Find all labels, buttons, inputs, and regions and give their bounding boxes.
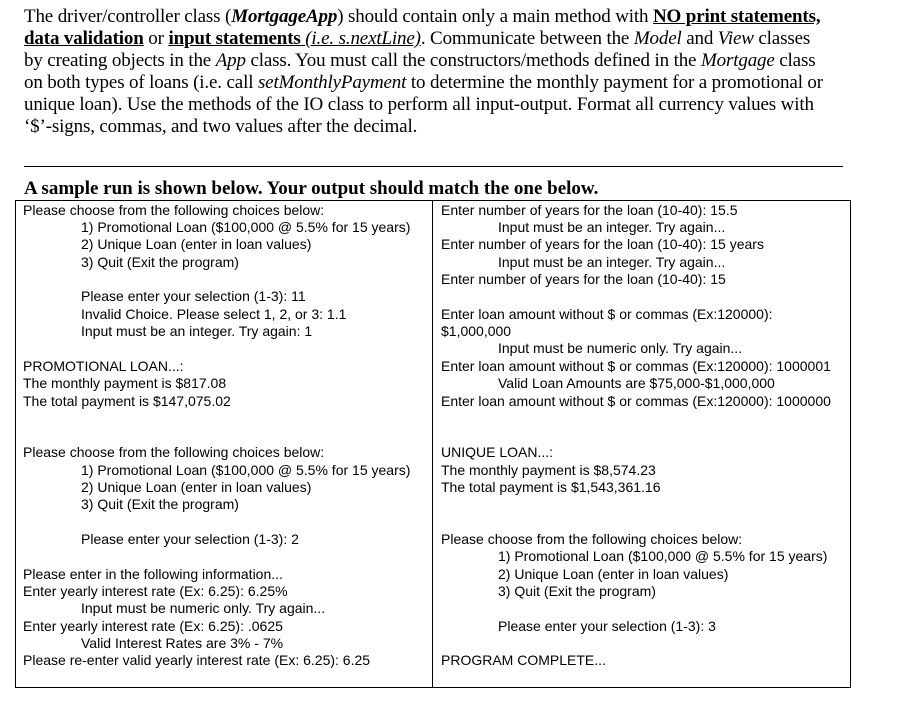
paragraph-line-5: unique loan). Use the methods of the IO class to perform all input-output. Format all currency values with bbox=[24, 94, 814, 115]
text: class bbox=[774, 50, 816, 71]
sample-run-heading: A sample run is shown below. Your output should match the one below. bbox=[24, 178, 599, 199]
console-line: 2) Unique Loan (enter in loan values) bbox=[81, 236, 312, 252]
console-line: Input must be numeric only. Try again... bbox=[81, 600, 326, 616]
emphasis: input statements bbox=[168, 28, 301, 49]
text: class. You must call the constructors/methods defined in the bbox=[245, 50, 701, 71]
console-line: Input must be an integer. Try again: 1 bbox=[81, 323, 313, 339]
text: by creating objects in the bbox=[24, 50, 216, 71]
console-line: Please choose from the following choices below: bbox=[23, 444, 325, 460]
console-line: The monthly payment is $8,574.23 bbox=[441, 462, 656, 478]
text: ) should contain only a main method with bbox=[337, 6, 653, 27]
emphasis: NO print statements, bbox=[652, 6, 821, 27]
console-line: 1) Promotional Loan ($100,000 @ 5.5% for 15 years) bbox=[81, 219, 411, 235]
console-line: The monthly payment is $817.08 bbox=[23, 375, 227, 391]
console-line: 2) Unique Loan (enter in loan values) bbox=[81, 479, 312, 495]
console-line: The total payment is $1,543,361.16 bbox=[441, 479, 661, 495]
text: . Communicate between the bbox=[420, 28, 634, 49]
console-line: Valid Interest Rates are 3% - 7% bbox=[81, 635, 284, 651]
console-line: Enter yearly interest rate (Ex: 6.25): 6.25% bbox=[23, 583, 288, 599]
emphasis: data validation bbox=[24, 28, 144, 49]
console-line: Enter loan amount without $ or commas (Ex:120000): bbox=[441, 306, 773, 322]
console-line: The total payment is $147,075.02 bbox=[23, 393, 231, 409]
class-name: View bbox=[717, 28, 754, 49]
paragraph-line-3 bbox=[24, 50, 854, 72]
console-line: 3) Quit (Exit the program) bbox=[81, 254, 239, 270]
console-line: PROMOTIONAL LOAN...: bbox=[23, 358, 184, 374]
column-divider bbox=[432, 200, 433, 688]
text: to determine the monthly payment for a promotional or bbox=[406, 72, 823, 93]
paragraph-line-6: ‘$’-signs, commas, and two values after the decimal. bbox=[24, 116, 418, 137]
console-line: 2) Unique Loan (enter in loan values) bbox=[498, 566, 729, 582]
class-name: App bbox=[215, 50, 246, 71]
console-line: UNIQUE LOAN...: bbox=[441, 444, 554, 460]
console-line: Valid Loan Amounts are $75,000-$1,000,000 bbox=[498, 375, 775, 391]
console-line: 3) Quit (Exit the program) bbox=[498, 583, 656, 599]
console-line: Enter number of years for the loan (10-40): 15 years bbox=[441, 236, 764, 252]
text: on both types of loans (i.e. call bbox=[24, 72, 258, 93]
console-line: Please enter your selection (1-3): 2 bbox=[81, 531, 299, 547]
text: or bbox=[143, 28, 169, 49]
horizontal-rule bbox=[24, 166, 843, 167]
console-line: Please enter your selection (1-3): 3 bbox=[498, 618, 716, 634]
console-line: Enter loan amount without $ or commas (Ex:120000): 1000000 bbox=[441, 393, 831, 409]
console-line: Please re-enter valid yearly interest rate (Ex: 6.25): 6.25 bbox=[23, 652, 371, 668]
class-name: Mortgage bbox=[700, 50, 775, 71]
console-line: Input must be an integer. Try again... bbox=[498, 254, 726, 270]
method-name: setMonthlyPayment bbox=[257, 72, 407, 93]
example: (i.e. s.nextLine) bbox=[300, 28, 421, 49]
console-line: Enter number of years for the loan (10-40): 15.5 bbox=[441, 202, 738, 218]
console-line: Enter number of years for the loan (10-40): 15 bbox=[441, 271, 726, 287]
console-line: Please enter in the following information... bbox=[23, 566, 283, 582]
console-line: Input must be an integer. Try again... bbox=[498, 219, 726, 235]
console-line: 1) Promotional Loan ($100,000 @ 5.5% for 15 years) bbox=[498, 548, 828, 564]
paragraph-line-4 bbox=[24, 72, 854, 94]
text: classes bbox=[753, 28, 811, 49]
console-line: Please choose from the following choices below: bbox=[441, 531, 743, 547]
console-line: Enter yearly interest rate (Ex: 6.25): .0625 bbox=[23, 618, 283, 634]
console-line: $1,000,000 bbox=[441, 323, 512, 339]
paragraph-line-2 bbox=[24, 28, 854, 50]
console-line: PROGRAM COMPLETE... bbox=[441, 652, 606, 668]
class-name: Model bbox=[633, 28, 682, 49]
instructions-paragraph bbox=[24, 6, 854, 138]
console-line: 1) Promotional Loan ($100,000 @ 5.5% for 15 years) bbox=[81, 462, 411, 478]
console-line: Enter loan amount without $ or commas (Ex:120000): 1000001 bbox=[441, 358, 831, 374]
paragraph-line-1 bbox=[24, 6, 854, 28]
console-line: 3) Quit (Exit the program) bbox=[81, 496, 239, 512]
text: and bbox=[681, 28, 718, 49]
text: The driver/controller class ( bbox=[24, 6, 232, 27]
class-name: MortgageApp bbox=[231, 6, 338, 27]
console-line: Input must be numeric only. Try again... bbox=[498, 340, 743, 356]
console-line: Please enter your selection (1-3): 11 bbox=[81, 288, 306, 304]
console-line: Please choose from the following choices below: bbox=[23, 202, 325, 218]
console-line: Invalid Choice. Please select 1, 2, or 3: 1.1 bbox=[81, 306, 347, 322]
